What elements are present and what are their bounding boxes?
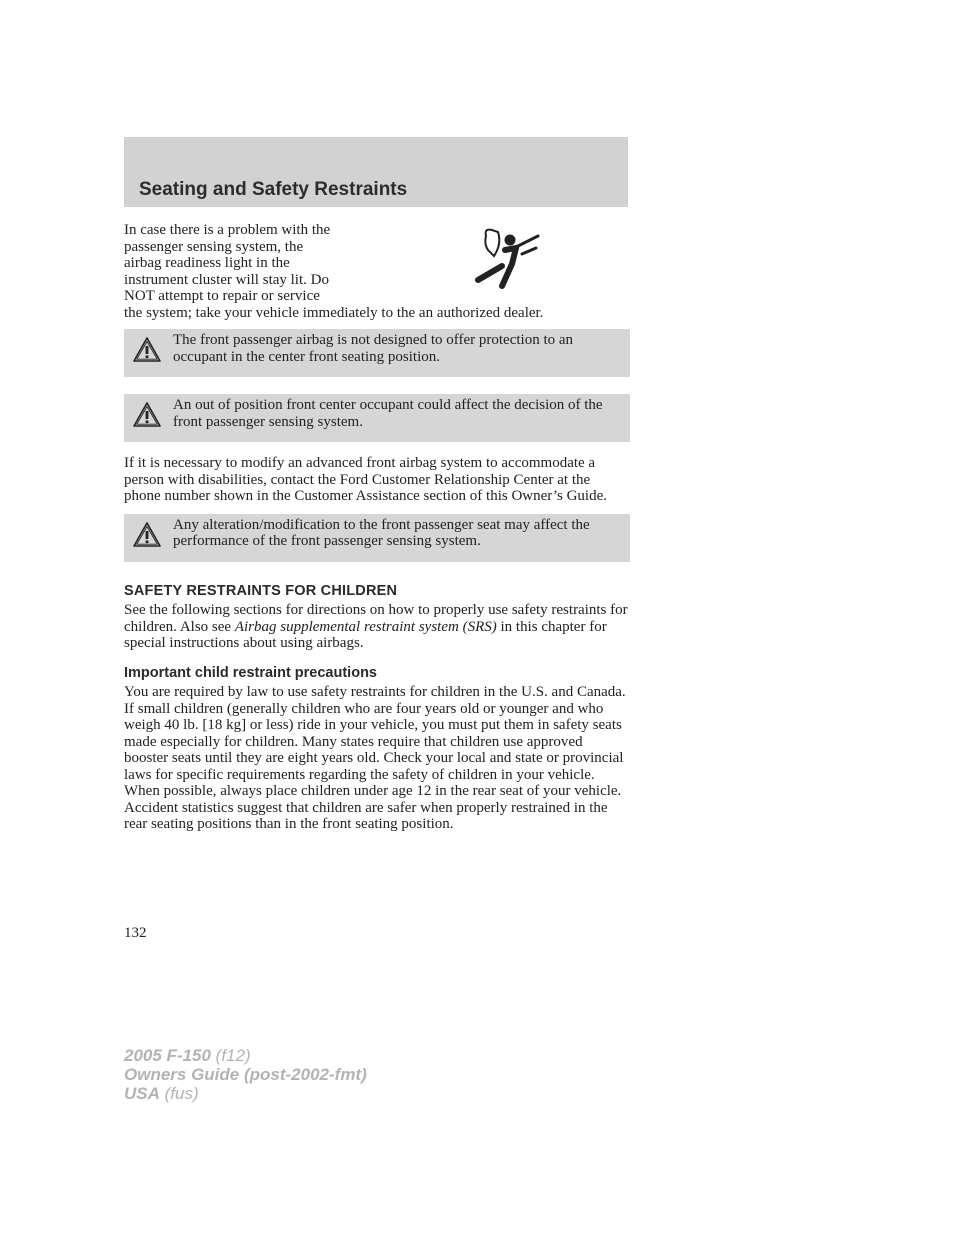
section-header-band bbox=[124, 137, 628, 207]
caution-triangle-icon bbox=[132, 401, 162, 428]
page-title: Seating and Safety Restraints bbox=[139, 179, 408, 200]
warning-text: The front passenger airbag is not designed to offer protection to an occupant in the center front seating position. bbox=[173, 332, 574, 365]
warning-text: An out of position front center occupant could affect the decision of the front passenger sensing system. bbox=[173, 397, 603, 430]
section-text-before: See the following sections for directions on how to properly use safety restraints for children. Also see bbox=[124, 602, 628, 635]
section-heading: SAFETY RESTRAINTS FOR CHILDREN bbox=[124, 582, 398, 599]
footer-model-code: (f12) bbox=[210, 1046, 251, 1065]
intro-line: In case there is a problem with the bbox=[124, 222, 331, 238]
airbag-warning-icon bbox=[472, 226, 542, 290]
footer-guide: Owners Guide (post-2002-fmt) bbox=[124, 1065, 367, 1084]
warning-text: Any alteration/modification to the front passenger seat may affect the performance of the front passenger sensing system. bbox=[173, 516, 590, 549]
footer-model: 2005 F-150 bbox=[124, 1046, 211, 1065]
intro-line: NOT attempt to repair or service bbox=[124, 288, 320, 304]
footer-line-guide bbox=[124, 1065, 367, 1084]
subsection-paragraph: You are required by law to use safety restraints for children in the U.S. and Canada. If small children (generally children who are four years old or younger and who weigh 40 lb. [18 kg] or less) ride in your vehicle, you must put them in safety seats made especially for children. Many states require that children use approved booster seats until they are eight years old. Check your local and state or provincial laws for specific requirements regarding the safety of children in your vehicle. When possible, always place children under age 12 in the rear seat of your vehicle. Accident statistics suggest that children are safer when properly restrained in the rear seating positions than in the front seating position. bbox=[124, 684, 626, 832]
srs-reference: Airbag supplemental restraint system (SRS) bbox=[234, 618, 497, 635]
caution-triangle-icon bbox=[132, 521, 162, 548]
disabilities-paragraph: If it is necessary to modify an advanced front airbag system to accommodate a person with disabilities, contact the Ford Customer Relationship Center at the phone number shown in the Customer Assistance section of this Owner’s Guide. bbox=[124, 455, 607, 504]
intro-line-last: the system; take your vehicle immediately to the an authorized dealer. bbox=[124, 304, 544, 321]
warning-box bbox=[124, 329, 630, 377]
intro-text bbox=[124, 222, 384, 305]
intro-line: passenger sensing system, the bbox=[124, 238, 304, 255]
warning-box bbox=[124, 394, 630, 442]
intro-line: instrument cluster will stay lit. Do bbox=[124, 271, 329, 288]
warning-box bbox=[124, 514, 630, 562]
document-footer bbox=[124, 1046, 367, 1103]
caution-triangle-icon bbox=[132, 336, 162, 363]
footer-line-market bbox=[124, 1084, 367, 1103]
footer-line-model bbox=[124, 1046, 367, 1065]
section-paragraph bbox=[124, 602, 630, 652]
section-text-after: in this chapter for special instructions about using airbags. bbox=[124, 618, 607, 651]
footer-market: USA bbox=[124, 1084, 160, 1103]
footer-market-code: (fus) bbox=[159, 1084, 199, 1103]
page-content bbox=[124, 222, 630, 833]
intro-block bbox=[124, 222, 630, 321]
page-number: 132 bbox=[124, 925, 147, 941]
subsection-heading: Important child restraint precautions bbox=[124, 664, 377, 681]
intro-line: airbag readiness light in the bbox=[124, 255, 290, 271]
